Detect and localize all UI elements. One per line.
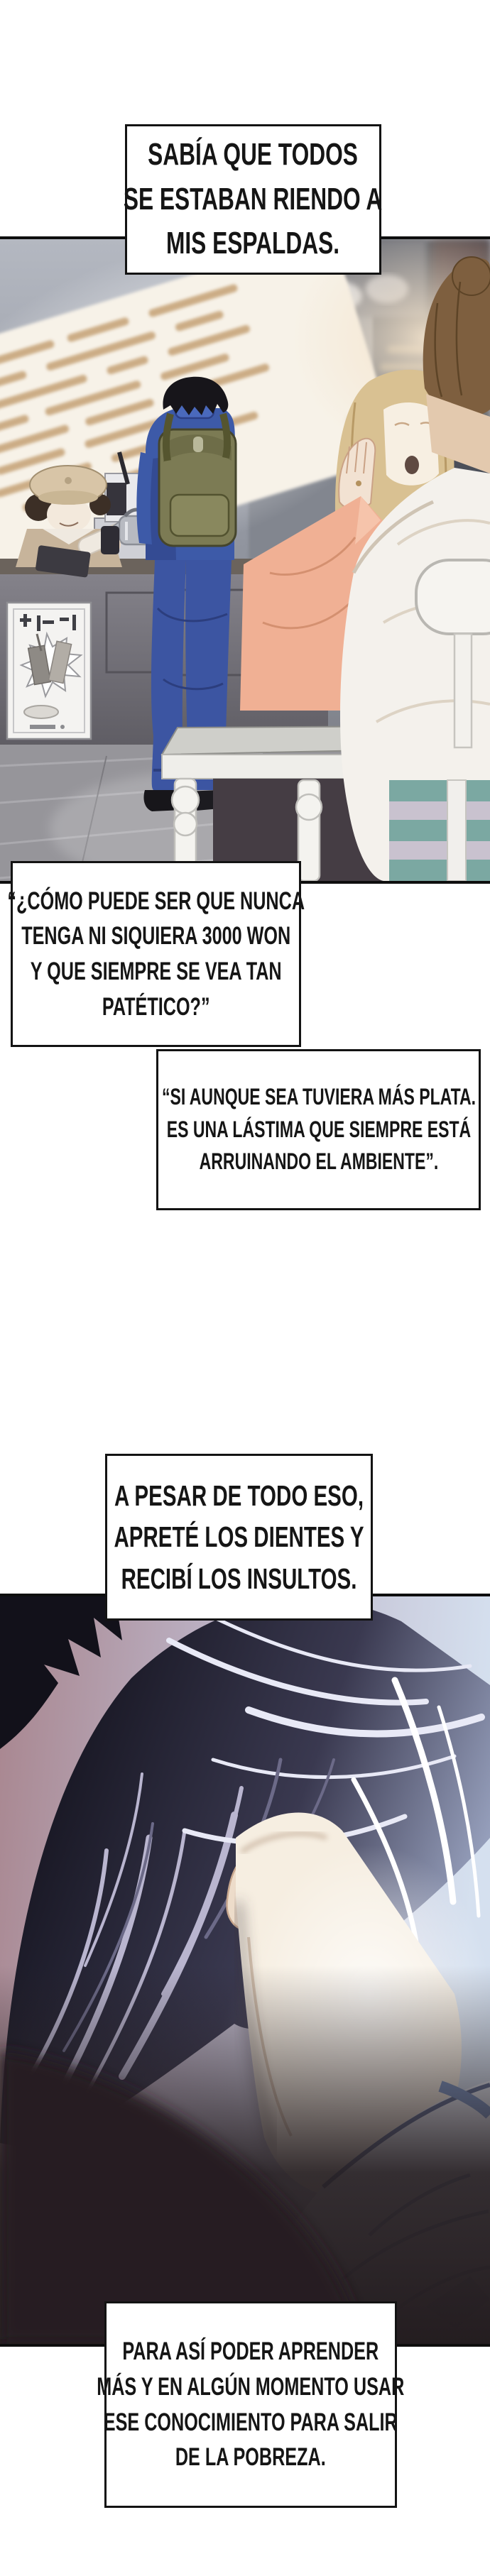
narration-text-2: [7, 884, 305, 1025]
narration-line: ARRUINANDO EL AMBIENTE”.: [199, 1149, 438, 1175]
narration-text-4: [114, 1475, 364, 1599]
ring: [356, 481, 361, 486]
cafe-scene-art: [0, 239, 490, 881]
narration-line: APRETÉ LOS DIENTES Y: [114, 1520, 364, 1554]
narration-line: SE ESTABAN RIENDO A: [124, 181, 383, 217]
narration-line: SABÍA QUE TODOS: [148, 137, 359, 172]
drink-poster: [7, 603, 91, 739]
panel-closeup-scene: [0, 1594, 490, 2347]
olive-backpack: [159, 414, 236, 546]
narration-line: PATÉTICO?”: [102, 992, 210, 1021]
narration-text-5: [97, 2334, 404, 2475]
narration-line: MIS ESPALDAS.: [166, 226, 340, 261]
striped-seatback: [389, 780, 490, 881]
narration-text-3: [161, 1081, 475, 1178]
narration-text-1: [124, 133, 382, 265]
narration-line: ESE CONOCIMIENTO PARA SALIR: [104, 2408, 398, 2436]
narration-line: MÁS Y EN ALGÚN MOMENTO USAR: [97, 2372, 405, 2401]
narration-box-2: [7, 861, 305, 1047]
narration-line: RECIBÍ LOS INSULTOS.: [121, 1562, 357, 1595]
narration-line: “¿CÓMO PUEDE SER QUE NUNCA: [7, 887, 305, 915]
narration-line: DE LA POBREZA.: [175, 2443, 326, 2472]
narration-line: PARA ASÍ PODER APRENDER: [122, 2337, 379, 2366]
hair-bun: [452, 257, 490, 295]
panel-cafe-scene: [0, 236, 490, 884]
narration-box-4: [105, 1454, 373, 1621]
narration-line: TENGA NI SIQUIERA 3000 WON: [21, 922, 290, 950]
narration-line: Y QUE SIEMPRE SE VEA TAN: [30, 958, 282, 985]
narration-line: A PESAR DE TODO ESO,: [114, 1479, 364, 1513]
narration-line: “SI AUNQUE SEA TUVIERA MÁS PLATA.: [161, 1084, 476, 1110]
narration-box-1: [125, 124, 381, 275]
narration-line: ES UNA LÁSTIMA QUE SIEMPRE ESTÁ: [166, 1116, 471, 1142]
narration-box-3: [156, 1049, 481, 1210]
open-mouth: [405, 456, 419, 474]
narration-box-5: [97, 2301, 405, 2508]
closeup-scene-art: [0, 1596, 490, 2344]
